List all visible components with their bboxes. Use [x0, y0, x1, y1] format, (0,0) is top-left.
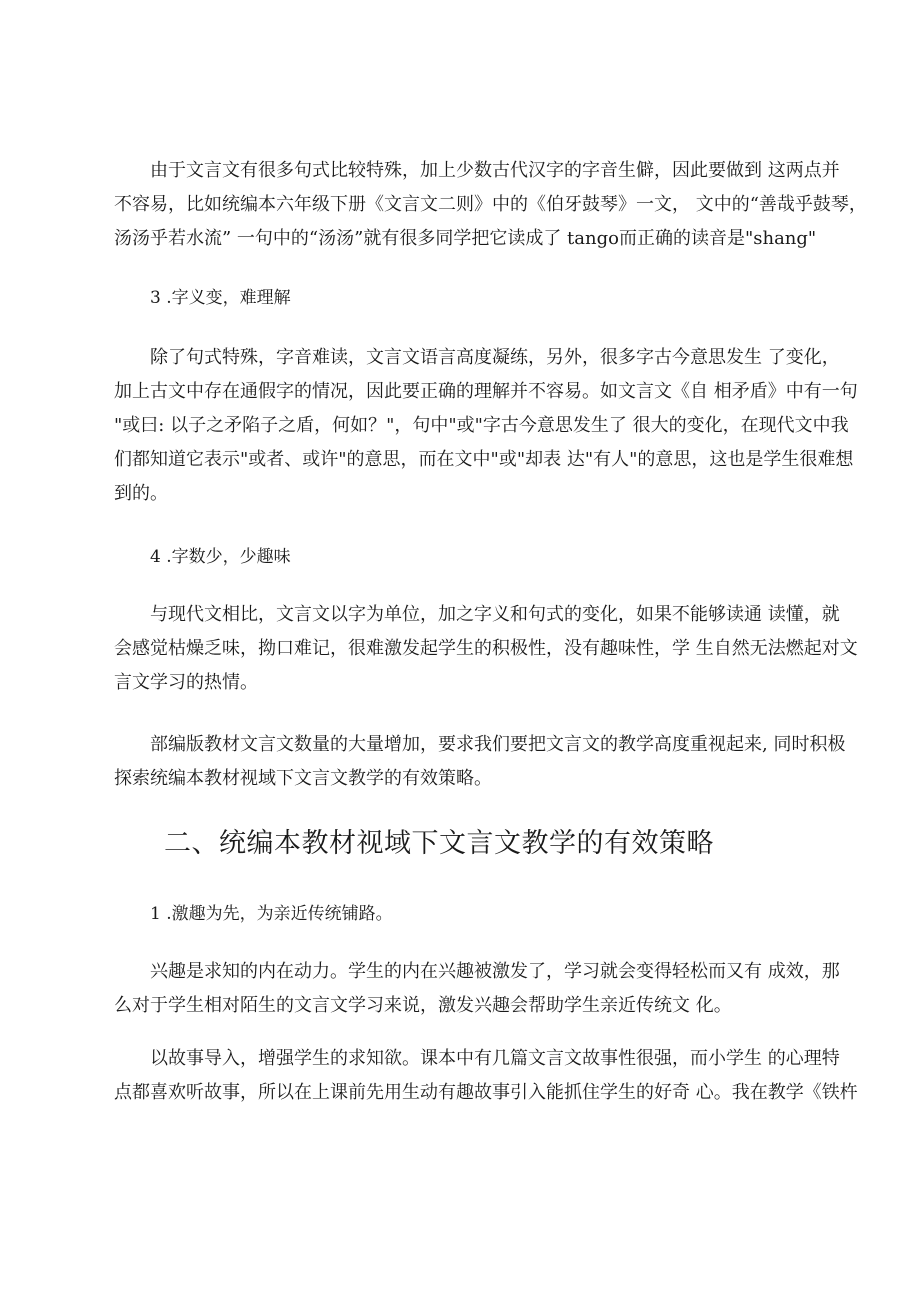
paragraph-word-meaning: [114, 341, 858, 511]
paragraph-interest: [114, 955, 840, 1023]
paragraph-line: 以故事导入，增强学生的求知欲。课本中有几篇文言文故事性很强，而小学生 的心理特: [150, 1048, 840, 1069]
paragraph-textbook: [114, 728, 846, 796]
list-item-heading: 3 .字义变，难理解: [150, 288, 291, 308]
paragraph-line: 除了句式特殊，字音难读，文言文语言高度凝练，另外，很多字古今意思发生 了变化，: [150, 347, 840, 368]
paragraph-line: "或曰: 以子之矛陷子之盾，何如？"，句中"或"字古今意思发生了 很大的变化，在现代文中我: [114, 415, 849, 436]
paragraph-line: 与现代文相比，文言文以字为单位，加之字义和句式的变化，如果不能够读通 读懂，就: [150, 604, 840, 625]
paragraph-line: 不容易，比如统编本六年级下册《文言文二则》中的《伯牙鼓琴》一文， 文中的“善哉乎鼓琴，: [114, 194, 867, 215]
list-item-heading: 1 .激趣为先，为亲近传统铺路。: [150, 904, 393, 924]
paragraph-line: 言文学习的热情。: [114, 672, 258, 693]
list-item-heading: 4 .字数少，少趣味: [150, 547, 291, 567]
paragraph-story-intro: [114, 1042, 858, 1110]
paragraph-line: 部编版教材文言文数量的大量增加，要求我们要把文言文的教学高度重视起来, 同时积极: [150, 734, 846, 755]
paragraph-word-count: [114, 598, 858, 700]
paragraph-line: 兴趣是求知的内在动力。学生的内在兴趣被激发了，学习就会变得轻松而又有 成效，那: [150, 961, 840, 982]
paragraph-line: 汤汤乎若水流” 一句中的“汤汤”就有很多同学把它读成了 tango而正确的读音是"shang": [114, 228, 817, 249]
paragraph-line: 到的。: [114, 483, 168, 504]
paragraph-line: 们都知道它表示"或者、或许"的意思，而在文中"或"却表 达"有人"的意思，这也是学生很难想: [114, 449, 854, 470]
paragraph-pronunciation: [114, 154, 867, 256]
paragraph-line: 加上古文中存在通假字的情况，因此要正确的理解并不容易。如文言文《自 相矛盾》中有一句: [114, 381, 858, 402]
paragraph-line: 由于文言文有很多句式比较特殊，加上少数古代汉字的字音生僻，因此要做到 这两点并: [150, 160, 840, 181]
paragraph-line: 么对于学生相对陌生的文言文学习来说，激发兴趣会帮助学生亲近传统文 化。: [114, 995, 732, 1016]
section-heading: 二、统编本教材视域下文言文教学的有效策略: [164, 828, 714, 859]
paragraph-line: 点都喜欢听故事，所以在上课前先用生动有趣故事引入能抓住学生的好奇 心。我在教学《铁杵: [114, 1082, 858, 1103]
paragraph-line: 会感觉枯燥乏味，拗口难记，很难激发起学生的积极性，没有趣味性，学 生自然无法燃起对文: [114, 638, 858, 659]
paragraph-line: 探索统编本教材视域下文言文教学的有效策略。: [114, 768, 492, 789]
